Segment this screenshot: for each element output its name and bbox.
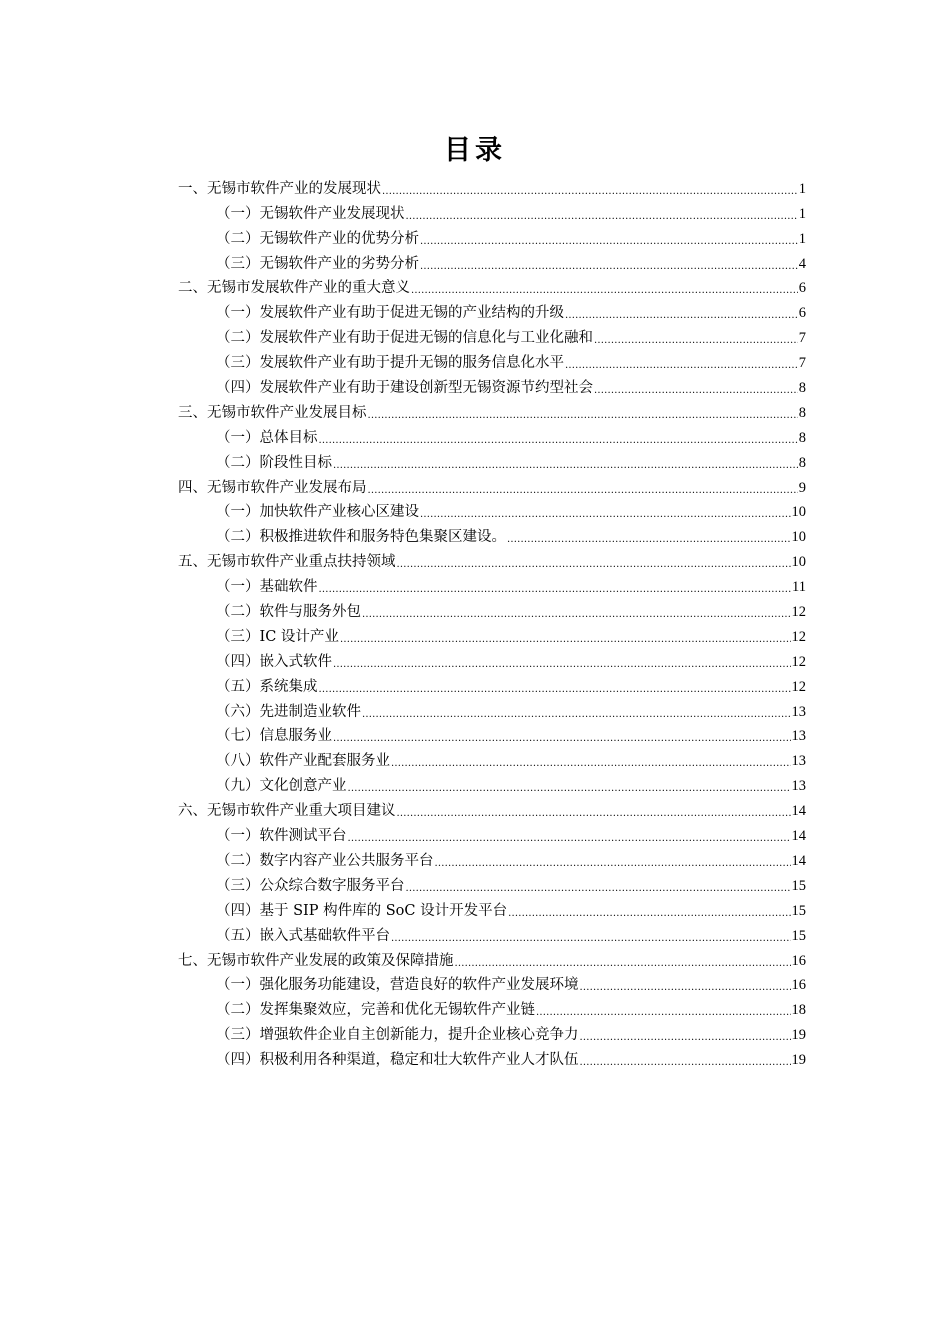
dot-leader — [536, 1006, 791, 1020]
toc-subsection-entry[interactable] — [178, 224, 806, 249]
toc-section-entry[interactable] — [178, 796, 806, 821]
dot-leader — [348, 832, 791, 846]
toc-entry-label: （七）信息服务业 — [216, 728, 332, 745]
toc-page-number: 15 — [791, 927, 806, 944]
toc-subsection-entry[interactable] — [178, 971, 806, 996]
toc-entry-label: （一）总体目标 — [216, 429, 318, 446]
toc-entry-label: （六）先进制造业软件 — [216, 703, 361, 720]
toc-section-entry[interactable] — [178, 274, 806, 299]
toc-page-number: 14 — [791, 852, 806, 869]
dot-leader — [391, 757, 791, 771]
dot-leader — [565, 309, 798, 323]
dot-leader — [368, 409, 798, 423]
toc-page-number: 19 — [791, 1052, 806, 1069]
toc-page-number: 1 — [798, 230, 806, 247]
toc-page-number: 14 — [791, 828, 806, 845]
dot-leader — [382, 185, 798, 199]
toc-entry-label: （四）发展软件产业有助于建设创新型无锡资源节约型社会 — [216, 380, 593, 397]
toc-entry-label: （三）IC 设计产业 — [216, 628, 339, 645]
toc-subsection-entry[interactable] — [178, 498, 806, 523]
dot-leader — [333, 658, 791, 672]
dot-leader — [420, 235, 798, 249]
toc-page-number: 10 — [791, 554, 806, 571]
toc-entry-label: 六、无锡市软件产业重大项目建议 — [178, 803, 396, 820]
dot-leader — [507, 533, 791, 547]
toc-subsection-entry[interactable] — [178, 522, 806, 547]
toc-entry-label: （四）基于 SIP 构件库的 SoC 设计开发平台 — [216, 902, 508, 919]
toc-subsection-entry[interactable] — [178, 348, 806, 373]
dot-leader — [580, 1056, 791, 1070]
toc-page-number: 13 — [791, 703, 806, 720]
dot-leader — [362, 708, 791, 722]
toc-entry-label: （二）发展软件产业有助于促进无锡的信息化与工业化融和 — [216, 330, 593, 347]
toc-page-number: 6 — [798, 280, 806, 297]
toc-subsection-entry[interactable] — [178, 672, 806, 697]
toc-page-number: 7 — [798, 330, 806, 347]
toc-entry-label: 三、无锡市软件产业发展目标 — [178, 404, 367, 421]
toc-entry-label: （一）强化服务功能建设，营造良好的软件产业发展环境 — [216, 977, 579, 994]
toc-entry-label: 五、无锡市软件产业重点扶持领域 — [178, 554, 396, 571]
toc-subsection-entry[interactable] — [178, 647, 806, 672]
dot-leader — [397, 807, 791, 821]
dot-leader — [565, 359, 798, 373]
toc-entry-label: （二）积极推进软件和服务特色集聚区建设。 — [216, 529, 506, 546]
dot-leader — [420, 508, 791, 522]
toc-subsection-entry[interactable] — [178, 821, 806, 846]
dot-leader — [391, 932, 791, 946]
toc-page-number: 8 — [798, 380, 806, 397]
dot-leader — [435, 857, 791, 871]
dot-leader — [406, 882, 791, 896]
dot-leader — [508, 907, 790, 921]
dot-leader — [580, 981, 791, 995]
dot-leader — [411, 284, 798, 298]
toc-subsection-entry[interactable] — [178, 871, 806, 896]
dot-leader — [594, 334, 798, 348]
toc-page-number: 8 — [798, 404, 806, 421]
toc-subsection-entry[interactable] — [178, 199, 806, 224]
toc-entry-label: （二）软件与服务外包 — [216, 604, 361, 621]
toc-subsection-entry[interactable] — [178, 697, 806, 722]
toc-subsection-entry[interactable] — [178, 746, 806, 771]
toc-section-entry[interactable] — [178, 473, 806, 498]
toc-page-number: 16 — [791, 952, 806, 969]
toc-entry-label: （二）数字内容产业公共服务平台 — [216, 852, 434, 869]
dot-leader — [580, 1031, 791, 1045]
dot-leader — [594, 384, 798, 398]
toc-subsection-entry[interactable] — [178, 597, 806, 622]
dot-leader — [340, 633, 791, 647]
toc-subsection-entry[interactable] — [178, 249, 806, 274]
dot-leader — [362, 608, 791, 622]
toc-entry-label: 四、无锡市软件产业发展布局 — [178, 479, 367, 496]
toc-entry-label: （三）发展软件产业有助于提升无锡的服务信息化水平 — [216, 355, 564, 372]
toc-subsection-entry[interactable] — [178, 722, 806, 747]
toc-subsection-entry[interactable] — [178, 323, 806, 348]
toc-subsection-entry[interactable] — [178, 1020, 806, 1045]
toc-section-entry[interactable] — [178, 174, 806, 199]
toc-entry-label: （九）文化创意产业 — [216, 778, 347, 795]
toc-section-entry[interactable] — [178, 398, 806, 423]
toc-section-entry[interactable] — [178, 547, 806, 572]
toc-page-number: 13 — [791, 753, 806, 770]
toc-entry-label: （一）加快软件产业核心区建设 — [216, 504, 419, 521]
toc-subsection-entry[interactable] — [178, 448, 806, 473]
toc-entry-label: （四）嵌入式软件 — [216, 653, 332, 670]
toc-entry-label: （五）嵌入式基础软件平台 — [216, 927, 390, 944]
toc-page-number: 11 — [792, 579, 806, 596]
toc-subsection-entry[interactable] — [178, 373, 806, 398]
dot-leader — [455, 957, 791, 971]
toc-page-number: 15 — [791, 877, 806, 894]
toc-entry-label: （五）系统集成 — [216, 678, 318, 695]
dot-leader — [420, 260, 798, 274]
toc-subsection-entry[interactable] — [178, 1045, 806, 1070]
toc-subsection-entry[interactable] — [178, 771, 806, 796]
toc-subsection-entry[interactable] — [178, 921, 806, 946]
dot-leader — [406, 210, 798, 224]
toc-entry-label: 二、无锡市发展软件产业的重大意义 — [178, 280, 410, 297]
toc-page-number: 12 — [791, 653, 806, 670]
toc-page-number: 13 — [791, 778, 806, 795]
toc-page-number: 12 — [791, 678, 806, 695]
toc-page-number: 13 — [791, 728, 806, 745]
dot-leader — [319, 434, 798, 448]
toc-subsection-entry[interactable] — [178, 846, 806, 871]
toc-entry-label: （二）发挥集聚效应，完善和优化无锡软件产业链 — [216, 1002, 535, 1019]
toc-subsection-entry[interactable] — [178, 423, 806, 448]
toc-subsection-entry[interactable] — [178, 298, 806, 323]
dot-leader — [319, 683, 791, 697]
toc-page-number: 10 — [791, 529, 806, 546]
toc-entry-label: （三）公众综合数字服务平台 — [216, 877, 405, 894]
toc-page-number: 10 — [791, 504, 806, 521]
toc-subsection-entry[interactable] — [178, 896, 806, 921]
toc-subsection-entry[interactable] — [178, 572, 806, 597]
toc-entry-label: （一）软件测试平台 — [216, 828, 347, 845]
toc-entry-label: （四）积极利用各种渠道，稳定和壮大软件产业人才队伍 — [216, 1052, 579, 1069]
dot-leader — [397, 558, 791, 572]
toc-entry-label: （三）增强软件企业自主创新能力，提升企业核心竞争力 — [216, 1027, 579, 1044]
toc-page-number: 14 — [791, 803, 806, 820]
toc-page-number: 12 — [791, 604, 806, 621]
toc-subsection-entry[interactable] — [178, 622, 806, 647]
toc-title: 目录 — [444, 135, 506, 166]
toc-entry-label: （一）无锡软件产业发展现状 — [216, 205, 405, 222]
toc-page-number: 8 — [798, 429, 806, 446]
toc-page-number: 1 — [798, 205, 806, 222]
toc-entry-label: 一、无锡市软件产业的发展现状 — [178, 180, 381, 197]
toc-entry-label: （一）基础软件 — [216, 579, 318, 596]
toc-section-entry[interactable] — [178, 946, 806, 971]
toc-entry-label: （二）阶段性目标 — [216, 454, 332, 471]
table-of-contents — [178, 174, 806, 1070]
toc-entry-label: （一）发展软件产业有助于促进无锡的产业结构的升级 — [216, 305, 564, 322]
toc-page-number: 12 — [791, 628, 806, 645]
toc-subsection-entry[interactable] — [178, 995, 806, 1020]
toc-page-number: 16 — [791, 977, 806, 994]
toc-entry-label: （三）无锡软件产业的劣势分析 — [216, 255, 419, 272]
dot-leader — [348, 782, 791, 796]
dot-leader — [368, 484, 798, 498]
toc-page-number: 15 — [791, 902, 806, 919]
dot-leader — [333, 459, 798, 473]
toc-page-number: 7 — [798, 355, 806, 372]
toc-page-number: 19 — [791, 1027, 806, 1044]
toc-entry-label: （八）软件产业配套服务业 — [216, 753, 390, 770]
toc-page-number: 18 — [791, 1002, 806, 1019]
toc-page-number: 9 — [798, 479, 806, 496]
dot-leader — [319, 583, 792, 597]
toc-page-number: 1 — [798, 180, 806, 197]
toc-entry-label: （二）无锡软件产业的优势分析 — [216, 230, 419, 247]
toc-page-number: 6 — [798, 305, 806, 322]
toc-entry-label: 七、无锡市软件产业发展的政策及保障措施 — [178, 952, 454, 969]
toc-page-number: 4 — [798, 255, 806, 272]
dot-leader — [333, 732, 791, 746]
toc-page-number: 8 — [798, 454, 806, 471]
